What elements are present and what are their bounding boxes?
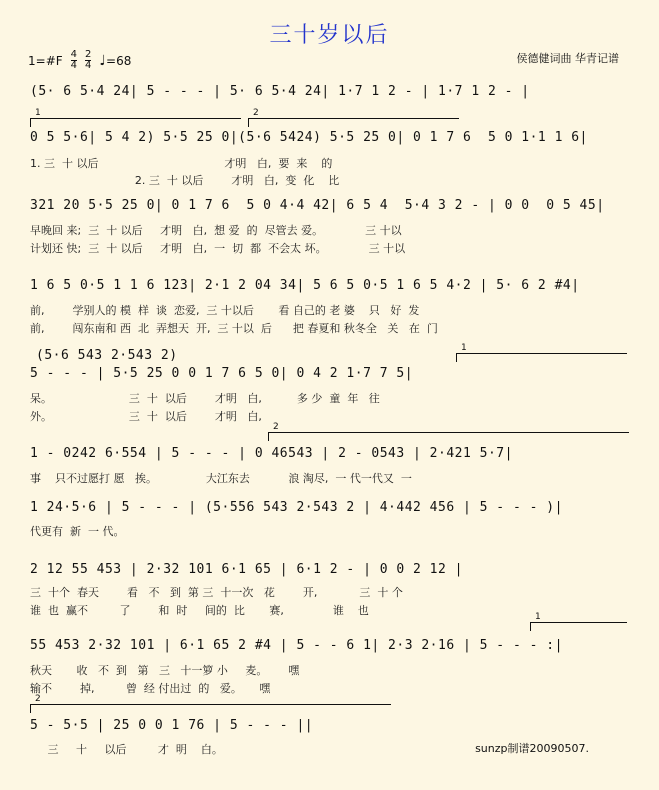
notation-row-7: 1 24·5·6 | 5 - - - | (5·556 543 2·543 2 | 4·442 456 | 5 - - - )| (30, 500, 563, 515)
lyric-row: 秋天 收 不 到 第 三 十一箩 小 麦。 嘿 (30, 664, 300, 677)
lyric-row: 三 十 以后 才 明 白。 (30, 743, 223, 756)
quarter-note-icon: ♩ (99, 52, 107, 69)
lyric-row: 前, 闯东南和 西 北 弄想天 开, 三 十以 后 把 春夏和 秋冬全 关 在 门 (30, 322, 438, 335)
lyric-row: 外。 三 十 以后 才明 白, (30, 410, 262, 423)
lyric-row: 输不 掉, 曾 经 付出过 的 爱。 嘿 (30, 682, 271, 695)
notation-row-5: 5 - - - | 5·5 25 0 0 1 7 6 5 0| 0 4 2 1·7 7 5| (30, 366, 414, 381)
lyric-row: 2. 三 十 以后 才明 白, 变 化 比 (30, 174, 340, 187)
lyric-row: 呆。 三 十 以后 才明 白, 多 少 童 年 往 (30, 392, 380, 405)
lyric-row: 代更有 新 一 代。 (30, 525, 125, 538)
lyric-row: 1. 三 十 以后 才明 白, 要 来 的 (30, 157, 333, 170)
volta-1: 1 (30, 118, 241, 127)
key-signature: 1=#F (28, 53, 63, 68)
lyric-row: 计划还 快; 三 十 以后 才明 白, 一 切 都 不会太 坏。 三 十以 (30, 242, 406, 255)
notation-row-8: 2 12 55 453 | 2·32 101 6·1 65 | 6·1 2 - | 0 0 2 12 | (30, 562, 463, 577)
volta-2: 2 (268, 432, 629, 441)
lyric-row: 三 十个 春天 看 不 到 第 三 十一次 花 开, 三 十 个 (30, 586, 403, 599)
notation-row-2: 0 5 5·6| 5 4 2) 5·5 25 0|(5·6 5424) 5·5 25 0| 0 1 7 6 5 0 1·1 1 6| (30, 130, 588, 145)
volta-1: 1 (456, 353, 627, 362)
notation-row-5-extra: (5·6 543 2·543 2) (36, 348, 178, 363)
tempo: ♩=68 (99, 52, 132, 69)
credits: 侯德健词曲 华青记谱 (516, 52, 619, 65)
notation-row-1: (5· 6 5·4 24| 5 - - - | 5· 6 5·4 24| 1·7 1 2 - | 1·7 1 2 - | (30, 84, 530, 99)
volta-2: 2 (30, 704, 391, 713)
notation-row-3: 321 20 5·5 25 0| 0 1 7 6 5 0 4·4 42| 6 5 4 5·4 3 2 - | 0 0 0 5 45| (30, 198, 605, 213)
volta-1: 1 (530, 622, 627, 631)
time-signature-2-4: $\frac{2}{4}$ (85, 49, 92, 71)
lyric-row: 早晚回 来; 三 十 以后 才明 白, 想 爱 的 尽管去 爱。 三 十以 (30, 224, 402, 237)
key-time-tempo (28, 50, 131, 71)
lyric-row: 谁 也 赢不 了 和 时 间的 比 赛, 谁 也 (30, 604, 369, 617)
song-title: 三十岁以后 (269, 23, 390, 48)
lyric-row: 事 只不过愿打 愿 挨。 大江东去 浪 淘尽, 一 代一代又 一 (30, 472, 412, 485)
notation-row-4: 1 6 5 0·5 1 1 6 123| 2·1 2 04 34| 5 6 5 0·5 1 6 5 4·2 | 5· 6 2 #4| (30, 278, 580, 293)
volta-2: 2 (248, 118, 459, 127)
notation-row-10: 5 - 5·5 | 25 0 0 1 76 | 5 - - - || (30, 718, 314, 733)
transcriber-note: sunzp制谱20090507. (475, 742, 589, 755)
lyric-row: 前, 学别人的 模 样 谈 恋爱, 三 十以后 看 自己的 老 婆 只 好 发 (30, 304, 420, 317)
notation-row-6: 1 - 0242 6·554 | 5 - - - | 0 46543 | 2 - 0543 | 2·421 5·7| (30, 446, 513, 461)
notation-row-9: 55 453 2·32 101 | 6·1 65 2 #4 | 5 - - 6 1| 2·3 2·16 | 5 - - - :| (30, 638, 563, 653)
time-signature-4-4: $\frac{4}{4}$ (70, 49, 78, 71)
